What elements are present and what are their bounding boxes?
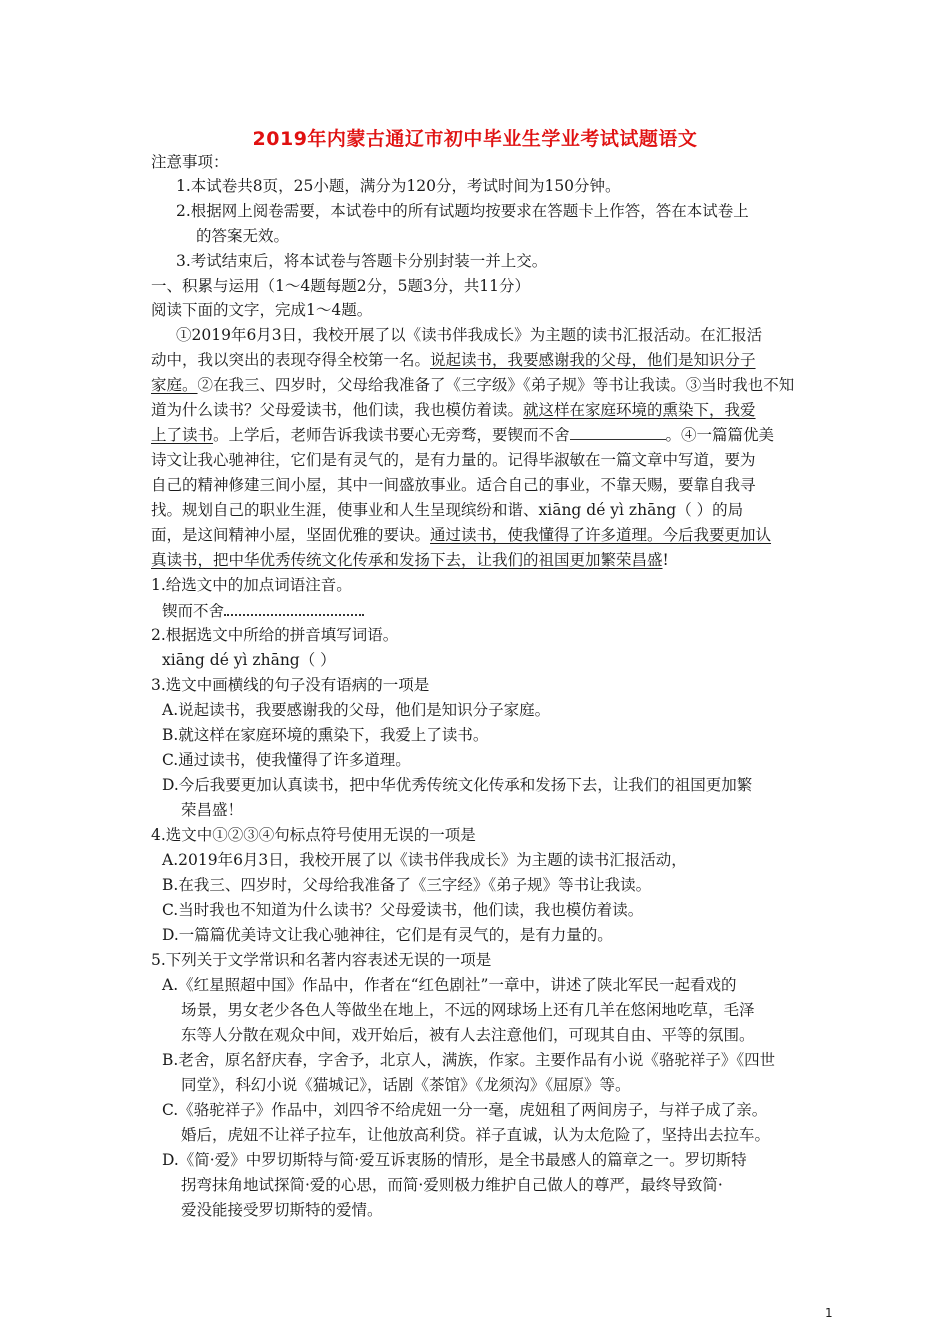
question-5-stem: 5.下列关于文学常识和名著内容表述无误的一项是	[151, 951, 492, 969]
option-c: C.通过读书，使我懂得了许多道理。	[162, 751, 411, 769]
passage-line	[151, 373, 794, 397]
underlined-sentence: 上了读书	[151, 426, 214, 444]
note-1: 1.本试卷共8页，25小题，满分为120分，考试时间为150分钟。	[176, 177, 621, 195]
option-d-cont: 爱没能接受罗切斯特的爱情。	[181, 1201, 383, 1219]
option-a-cont: 东等人分散在观众中间，戏开始后，被有人去注意他们，可现其自由、平等的氛围。	[181, 1026, 755, 1044]
passage-line	[151, 523, 771, 547]
option-c: C.《骆驼祥子》作品中，刘四爷不给虎妞一分一毫，虎妞租了两间房子，与祥子成了亲。	[162, 1101, 768, 1119]
option-a: A.说起读书，我要感谢我的父母，他们是知识分子家庭。	[162, 701, 551, 719]
question-2-stem: 2.根据选文中所给的拼音填写词语。	[151, 626, 399, 644]
option-a: A.2019年6月3日，我校开展了以《读书伴我成长》为主题的读书汇报活动，	[162, 851, 687, 869]
passage-text: 。上学后，老师告诉我读书要心无旁骛，要锲而不舍	[213, 426, 570, 444]
option-c-cont: 婚后，虎妞不让祥子拉车，让他放高利贷。祥子直诚，认为太危险了，坚持出去拉车。	[181, 1126, 771, 1144]
underlined-sentence: 就这样在家庭环境的熏染下，我爱	[523, 401, 756, 419]
underlined-sentence: 家庭。	[151, 376, 198, 394]
passage-line	[151, 348, 756, 372]
option-a-cont: 场景，男女老少各色人等做坐在地上，不远的网球场上还有几羊在悠闲地吃草，毛泽	[181, 1001, 755, 1019]
underlined-sentence: 通过读书，使我懂得了许多道理。今后我要更加认	[430, 526, 772, 544]
passage-text: 。④一篇篇优美	[665, 426, 775, 444]
passage-line	[151, 548, 669, 572]
question-2-pinyin: xiāng dé yì zhāng（ ）	[162, 651, 336, 669]
passage-text: !	[662, 551, 669, 569]
question-1-word	[162, 598, 364, 623]
option-b: B.在我三、四岁时，父母给我准备了《三字经》《弟子规》等书让我读。	[162, 876, 652, 894]
note-3: 3.考试结束后，将本试卷与答题卡分别封装一并上交。	[176, 252, 548, 270]
passage-line: ①2019年6月3日，我校开展了以《读书伴我成长》为主题的读书汇报活动。在汇报活	[176, 326, 763, 344]
option-a: A.《红星照超中国》作品中，作者在“红色剧社”一章中，讲述了陕北军民一起看戏的	[162, 976, 737, 994]
option-d: D.一篇篇优美诗文让我心驰神往，它们是有灵气的，是有力量的。	[162, 926, 613, 944]
note-2-cont: 的答案无效。	[196, 227, 290, 245]
answer-blank	[224, 598, 364, 616]
fill-blank	[570, 423, 666, 440]
dotted-word: 锲而不舍	[162, 602, 225, 620]
option-b: B.就这样在家庭环境的熏染下，我爱上了读书。	[162, 726, 489, 744]
exam-title: 2019年内蒙古通辽市初中毕业生学业考试试题语文	[252, 128, 698, 150]
notes-heading: 注意事项：	[151, 153, 229, 171]
question-3-stem: 3.选文中画横线的句子没有语病的一项是	[151, 676, 430, 694]
passage-line	[151, 398, 756, 422]
passage-line	[151, 423, 774, 447]
underlined-sentence: 说起读书，我要感谢我的父母，他们是知识分子	[430, 351, 756, 369]
option-d-cont: 荣昌盛！	[181, 801, 244, 819]
page-number: 1	[825, 1306, 833, 1320]
option-d-cont: 拐弯抹角地试探简·爱的心思，而简·爱则极力维护自己做人的尊严，最终导致简·	[181, 1176, 723, 1194]
passage-text: 动中，我以突出的表现夺得全校第一名。	[151, 351, 431, 369]
option-d: D.今后我要更加认真读书，把中华优秀传统文化传承和发扬下去，让我们的祖国更加繁	[162, 776, 753, 794]
note-2: 2.根据网上阅卷需要，本试卷中的所有试题均按要求在答题卡上作答，答在本试卷上	[176, 202, 749, 220]
section-1-heading: 一、积累与运用（1～4题每题2分，5题3分，共11分）	[151, 277, 531, 295]
option-d: D.《简·爱》中罗切斯特与简·爱互诉衷肠的情形，是全书最感人的篇章之一。罗切斯特	[162, 1151, 747, 1169]
passage-line: 找。规划自己的职业生涯，使事业和人生呈现缤纷和谐、xiāng dé yì zhāng（ ）的局	[151, 501, 744, 519]
passage-text: 面，是这间精神小屋，坚固优雅的要诀。	[151, 526, 431, 544]
question-4-stem: 4.选文中①②③④句标点符号使用无误的一项是	[151, 826, 476, 844]
option-b: B.老舍，原名舒庆春，字舍予，北京人，满族，作家。主要作品有小说《骆驼祥子》《四世	[162, 1051, 776, 1069]
option-b-cont: 同堂》，科幻小说《猫城记》，话剧《茶馆》《龙须沟》《屈原》等。	[181, 1076, 631, 1094]
passage-text: ②在我三、四岁时，父母给我准备了《三字级》《弟子规》等书让我读。③当时我也不知	[197, 376, 795, 394]
question-1-stem: 1.给选文中的加点词语注音。	[151, 576, 352, 594]
passage-text: 道为什么读书？父母爱读书，他们读，我也模仿着读。	[151, 401, 524, 419]
option-c: C.当时我也不知道为什么读书？父母爱读书，他们读，我也模仿着读。	[162, 901, 644, 919]
passage-line: 自己的精神修建三间小屋，其中一间盛放事业。适合自己的事业，不靠天赐，要靠自我寻	[151, 476, 756, 494]
passage-line: 诗文让我心驰神往，它们是有灵气的，是有力量的。记得毕淑敏在一篇文章中写道，要为	[151, 451, 756, 469]
section-1-instruction: 阅读下面的文字，完成1～4题。	[151, 301, 373, 319]
underlined-sentence: 真读书，把中华优秀传统文化传承和发扬下去，让我们的祖国更加繁荣昌盛	[151, 551, 663, 569]
